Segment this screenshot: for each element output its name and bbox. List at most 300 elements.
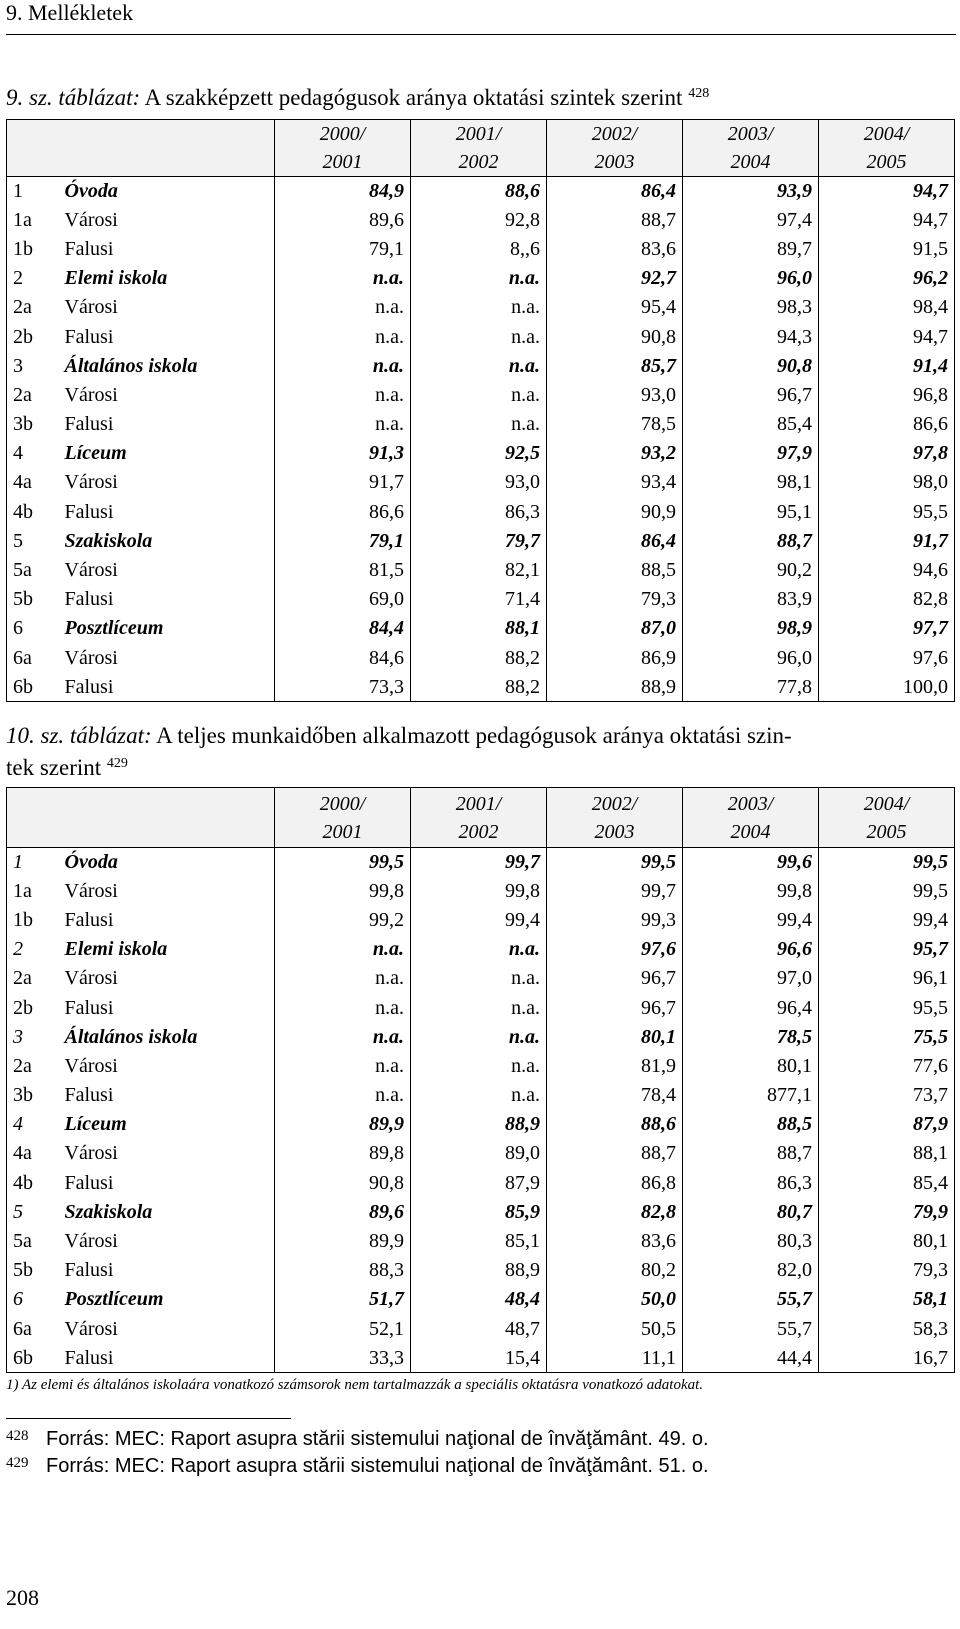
column-header <box>819 120 955 177</box>
row-label: Városi <box>59 1315 275 1344</box>
value-cell: 80,1 <box>683 1052 819 1081</box>
value-cell: 80,7 <box>683 1198 819 1227</box>
value-cell: 96,7 <box>547 993 683 1022</box>
row-label: Elemi iskola <box>59 264 275 293</box>
table1-caption-prefix: 9. sz. táblázat: <box>6 85 141 110</box>
row-code: 1a <box>7 206 59 235</box>
row-label: Szakiskola <box>59 1198 275 1227</box>
row-label: Városi <box>59 556 275 585</box>
value-cell: 94,3 <box>683 322 819 351</box>
value-cell: 88,2 <box>411 673 547 702</box>
row-label: Falusi <box>59 235 275 264</box>
value-cell: 91,7 <box>819 527 955 556</box>
table-row <box>7 264 955 293</box>
table-row <box>7 1052 955 1081</box>
page-header: 9. Mellékletek <box>6 0 956 35</box>
row-code: 3 <box>7 1023 59 1052</box>
value-cell: 50,0 <box>547 1285 683 1314</box>
value-cell: n.a. <box>275 410 411 439</box>
value-cell: n.a. <box>275 1081 411 1110</box>
value-cell: 87,0 <box>547 614 683 643</box>
column-header <box>275 788 411 848</box>
row-code: 4b <box>7 498 59 527</box>
row-code: 5a <box>7 1227 59 1256</box>
column-header-year-end: 2001 <box>322 151 363 173</box>
table1-footnote-ref: 428 <box>688 86 710 101</box>
row-label: Falusi <box>59 993 275 1022</box>
value-cell: 84,4 <box>275 614 411 643</box>
value-cell: 98,4 <box>819 293 955 322</box>
value-cell: 86,3 <box>411 498 547 527</box>
row-code: 2a <box>7 381 59 410</box>
row-label: Falusi <box>59 498 275 527</box>
header-row <box>7 788 955 848</box>
footnote-428 <box>6 1428 709 1451</box>
value-cell: n.a. <box>411 410 547 439</box>
value-cell: 88,3 <box>275 1256 411 1285</box>
header-blank-cell <box>7 788 275 848</box>
value-cell: 93,4 <box>547 468 683 497</box>
table1 <box>6 119 955 702</box>
table1-caption-text: A szakképzett pedagógusok aránya oktatási szintek szerint <box>140 85 689 110</box>
value-cell: n.a. <box>411 993 547 1022</box>
value-cell: 33,3 <box>275 1344 411 1373</box>
value-cell: 88,9 <box>547 673 683 702</box>
column-header-year-end: 2004 <box>730 151 771 173</box>
column-header <box>547 120 683 177</box>
value-cell: n.a. <box>411 935 547 964</box>
column-header-year-start: 2000/ <box>319 123 366 145</box>
column-header-year-end: 2003 <box>594 820 635 843</box>
value-cell: 89,6 <box>275 1198 411 1227</box>
row-label: Líceum <box>59 439 275 468</box>
value-cell: n.a. <box>411 293 547 322</box>
table2-caption <box>6 720 954 784</box>
row-label: Általános iskola <box>59 352 275 381</box>
value-cell: 98,3 <box>683 293 819 322</box>
row-label: Városi <box>59 964 275 993</box>
value-cell: 86,3 <box>683 1169 819 1198</box>
value-cell: 86,4 <box>547 177 683 206</box>
column-header-year-end: 2003 <box>594 151 635 173</box>
column-header-year-end: 2001 <box>322 820 363 843</box>
row-code: 5 <box>7 527 59 556</box>
value-cell: 90,2 <box>683 556 819 585</box>
row-code: 1b <box>7 906 59 935</box>
value-cell: 96,1 <box>819 964 955 993</box>
value-cell: 99,5 <box>275 848 411 877</box>
value-cell: 82,0 <box>683 1256 819 1285</box>
table-note: 1) Az elemi és általános iskolaára vonatkozó számsorok nem tartalmazzák a speciális oktatásra vonatkozó adatokat. <box>6 1377 704 1393</box>
table-row <box>7 1023 955 1052</box>
column-header-year-start: 2002/ <box>591 123 638 145</box>
value-cell: 86,6 <box>819 410 955 439</box>
row-label: Falusi <box>59 322 275 351</box>
table-row <box>7 673 955 702</box>
value-cell: 86,8 <box>547 1169 683 1198</box>
value-cell: 79,1 <box>275 527 411 556</box>
row-code: 4b <box>7 1169 59 1198</box>
row-code: 1 <box>7 177 59 206</box>
value-cell: 94,7 <box>819 322 955 351</box>
value-cell: 79,3 <box>819 1256 955 1285</box>
value-cell: 44,4 <box>683 1344 819 1373</box>
row-label: Falusi <box>59 1256 275 1285</box>
row-code: 2 <box>7 264 59 293</box>
row-code: 6b <box>7 1344 59 1373</box>
value-cell: 91,5 <box>819 235 955 264</box>
value-cell: 88,7 <box>683 527 819 556</box>
value-cell: 69,0 <box>275 585 411 614</box>
value-cell: 85,4 <box>819 1169 955 1198</box>
table-row <box>7 1315 955 1344</box>
value-cell: 99,2 <box>275 906 411 935</box>
table2-caption-text: A teljes munkaidőben alkalmazott pedagógusok aránya oktatási szin- <box>151 723 792 748</box>
column-header <box>275 120 411 177</box>
page-number: 208 <box>6 1585 39 1610</box>
table-row <box>7 1344 955 1373</box>
value-cell: 97,6 <box>547 935 683 964</box>
value-cell: 99,3 <box>547 906 683 935</box>
value-cell: 88,9 <box>411 1256 547 1285</box>
table-row <box>7 644 955 673</box>
column-header-year-start: 2001/ <box>455 792 502 815</box>
footnote-429 <box>6 1455 709 1478</box>
row-code: 6 <box>7 614 59 643</box>
value-cell: 93,2 <box>547 439 683 468</box>
table-row <box>7 293 955 322</box>
value-cell: 89,9 <box>275 1110 411 1139</box>
value-cell: n.a. <box>411 352 547 381</box>
value-cell: 96,7 <box>547 964 683 993</box>
value-cell: 85,7 <box>547 352 683 381</box>
value-cell: n.a. <box>411 264 547 293</box>
value-cell: n.a. <box>411 964 547 993</box>
value-cell: 48,4 <box>411 1285 547 1314</box>
row-code: 2 <box>7 935 59 964</box>
table-row <box>7 177 955 206</box>
row-code: 4a <box>7 468 59 497</box>
value-cell: 95,5 <box>819 993 955 1022</box>
value-cell: 81,9 <box>547 1052 683 1081</box>
value-cell: n.a. <box>275 1052 411 1081</box>
row-code: 1 <box>7 848 59 877</box>
row-label: Városi <box>59 1139 275 1168</box>
value-cell: 98,0 <box>819 468 955 497</box>
row-label: Általános iskola <box>59 1023 275 1052</box>
column-header-year-start: 2004/ <box>863 123 910 145</box>
table-row <box>7 322 955 351</box>
value-cell: 73,7 <box>819 1081 955 1110</box>
column-header-year-start: 2001/ <box>455 123 502 145</box>
row-code: 5a <box>7 556 59 585</box>
value-cell: 98,9 <box>683 614 819 643</box>
value-cell: 96,0 <box>683 644 819 673</box>
row-label: Falusi <box>59 1081 275 1110</box>
value-cell: 89,8 <box>275 1139 411 1168</box>
row-code: 6a <box>7 644 59 673</box>
value-cell: 97,0 <box>683 964 819 993</box>
value-cell: 90,9 <box>547 498 683 527</box>
value-cell: 82,1 <box>411 556 547 585</box>
table-row <box>7 439 955 468</box>
value-cell: 51,7 <box>275 1285 411 1314</box>
value-cell: 11,1 <box>547 1344 683 1373</box>
row-label: Városi <box>59 381 275 410</box>
table-row <box>7 877 955 906</box>
row-label: Városi <box>59 644 275 673</box>
value-cell: 95,4 <box>547 293 683 322</box>
table-row <box>7 964 955 993</box>
value-cell: 89,6 <box>275 206 411 235</box>
row-code: 5 <box>7 1198 59 1227</box>
value-cell: 99,4 <box>683 906 819 935</box>
value-cell: 79,9 <box>819 1198 955 1227</box>
table-row <box>7 848 955 877</box>
value-cell: 94,7 <box>819 206 955 235</box>
table-row <box>7 1285 955 1314</box>
value-cell: 99,5 <box>547 848 683 877</box>
table-row <box>7 410 955 439</box>
value-cell: 78,4 <box>547 1081 683 1110</box>
value-cell: 82,8 <box>547 1198 683 1227</box>
table-row <box>7 498 955 527</box>
value-cell: 93,9 <box>683 177 819 206</box>
row-code: 6b <box>7 673 59 702</box>
footnote-number: 428 <box>6 1428 29 1444</box>
table-row <box>7 935 955 964</box>
value-cell: 86,4 <box>547 527 683 556</box>
row-code: 4 <box>7 439 59 468</box>
value-cell: 99,7 <box>411 848 547 877</box>
value-cell: 97,6 <box>819 644 955 673</box>
table-row <box>7 352 955 381</box>
row-label: Városi <box>59 1052 275 1081</box>
footnote-text: Forrás: MEC: Raport asupra stării sistemului naţional de învăţământ. 51. o. <box>46 1455 709 1477</box>
table-row <box>7 1227 955 1256</box>
table-row <box>7 381 955 410</box>
value-cell: 99,4 <box>819 906 955 935</box>
row-label: Falusi <box>59 906 275 935</box>
row-code: 6a <box>7 1315 59 1344</box>
table-row <box>7 1110 955 1139</box>
value-cell: 99,6 <box>683 848 819 877</box>
value-cell: 96,8 <box>819 381 955 410</box>
value-cell: 8,,6 <box>411 235 547 264</box>
value-cell: 88,7 <box>547 1139 683 1168</box>
value-cell: 58,1 <box>819 1285 955 1314</box>
row-label: Falusi <box>59 1344 275 1373</box>
value-cell: 80,1 <box>547 1023 683 1052</box>
column-header-year-start: 2004/ <box>863 792 910 815</box>
value-cell: 77,8 <box>683 673 819 702</box>
value-cell: n.a. <box>275 993 411 1022</box>
value-cell: 83,6 <box>547 235 683 264</box>
value-cell: 79,3 <box>547 585 683 614</box>
value-cell: 79,1 <box>275 235 411 264</box>
row-label: Szakiskola <box>59 527 275 556</box>
row-label: Falusi <box>59 585 275 614</box>
value-cell: 80,3 <box>683 1227 819 1256</box>
column-header <box>683 120 819 177</box>
value-cell: 84,9 <box>275 177 411 206</box>
row-code: 3b <box>7 1081 59 1110</box>
value-cell: n.a. <box>275 352 411 381</box>
value-cell: n.a. <box>275 935 411 964</box>
footnote-text: Forrás: MEC: Raport asupra stării sistemului naţional de învăţământ. 49. o. <box>46 1428 709 1450</box>
value-cell: 97,9 <box>683 439 819 468</box>
value-cell: 88,5 <box>683 1110 819 1139</box>
value-cell: 15,4 <box>411 1344 547 1373</box>
value-cell: 78,5 <box>547 410 683 439</box>
value-cell: n.a. <box>275 322 411 351</box>
value-cell: n.a. <box>275 293 411 322</box>
value-cell: n.a. <box>275 964 411 993</box>
value-cell: n.a. <box>411 1052 547 1081</box>
table2-caption-line2: tek szerint <box>6 755 107 780</box>
header-blank-cell <box>7 120 275 177</box>
value-cell: 99,5 <box>819 848 955 877</box>
value-cell: 97,8 <box>819 439 955 468</box>
table-row <box>7 556 955 585</box>
table1-caption <box>6 82 709 114</box>
value-cell: 96,0 <box>683 264 819 293</box>
table2-caption-prefix: 10. sz. táblázat: <box>6 723 152 748</box>
value-cell: 88,9 <box>411 1110 547 1139</box>
row-label: Falusi <box>59 410 275 439</box>
value-cell: 88,6 <box>547 1110 683 1139</box>
row-label: Városi <box>59 877 275 906</box>
value-cell: 58,3 <box>819 1315 955 1344</box>
table-row <box>7 1081 955 1110</box>
row-code: 2a <box>7 964 59 993</box>
row-label: Posztlíceum <box>59 614 275 643</box>
value-cell: 83,9 <box>683 585 819 614</box>
value-cell: 85,4 <box>683 410 819 439</box>
row-code: 3b <box>7 410 59 439</box>
value-cell: 97,4 <box>683 206 819 235</box>
header-row <box>7 120 955 177</box>
table-row <box>7 527 955 556</box>
value-cell: 81,5 <box>275 556 411 585</box>
table-row <box>7 206 955 235</box>
value-cell: n.a. <box>275 381 411 410</box>
column-header <box>683 788 819 848</box>
value-cell: 97,7 <box>819 614 955 643</box>
value-cell: 79,7 <box>411 527 547 556</box>
row-code: 1b <box>7 235 59 264</box>
value-cell: 92,8 <box>411 206 547 235</box>
footnote-divider <box>6 1418 291 1419</box>
value-cell: 55,7 <box>683 1285 819 1314</box>
value-cell: 16,7 <box>819 1344 955 1373</box>
row-code: 2b <box>7 993 59 1022</box>
value-cell: 99,7 <box>547 877 683 906</box>
row-code: 2a <box>7 1052 59 1081</box>
value-cell: 93,0 <box>547 381 683 410</box>
footnote-number: 429 <box>6 1455 29 1471</box>
value-cell: 73,3 <box>275 673 411 702</box>
row-code: 3 <box>7 352 59 381</box>
row-label: Líceum <box>59 1110 275 1139</box>
row-code: 1a <box>7 877 59 906</box>
row-label: Városi <box>59 293 275 322</box>
value-cell: 96,6 <box>683 935 819 964</box>
value-cell: 93,0 <box>411 468 547 497</box>
value-cell: n.a. <box>275 1023 411 1052</box>
value-cell: 100,0 <box>819 673 955 702</box>
value-cell: 92,5 <box>411 439 547 468</box>
value-cell: 85,9 <box>411 1198 547 1227</box>
value-cell: 98,1 <box>683 468 819 497</box>
column-header-year-end: 2005 <box>866 151 907 173</box>
row-label: Városi <box>59 1227 275 1256</box>
column-header <box>819 788 955 848</box>
value-cell: 95,5 <box>819 498 955 527</box>
value-cell: 82,8 <box>819 585 955 614</box>
value-cell: 96,2 <box>819 264 955 293</box>
value-cell: 99,8 <box>411 877 547 906</box>
column-header <box>411 120 547 177</box>
row-code: 2b <box>7 322 59 351</box>
value-cell: n.a. <box>411 1081 547 1110</box>
value-cell: n.a. <box>411 381 547 410</box>
value-cell: 84,6 <box>275 644 411 673</box>
table-row <box>7 614 955 643</box>
row-label: Posztlíceum <box>59 1285 275 1314</box>
value-cell: 88,5 <box>547 556 683 585</box>
value-cell: 99,4 <box>411 906 547 935</box>
value-cell: 90,8 <box>547 322 683 351</box>
value-cell: 94,6 <box>819 556 955 585</box>
value-cell: 90,8 <box>683 352 819 381</box>
table-row <box>7 993 955 1022</box>
value-cell: 83,6 <box>547 1227 683 1256</box>
table-row <box>7 1169 955 1198</box>
row-code: 5b <box>7 1256 59 1285</box>
value-cell: 90,8 <box>275 1169 411 1198</box>
column-header-year-start: 2000/ <box>319 792 366 815</box>
table2-footnote-ref: 429 <box>106 756 128 771</box>
column-header <box>411 788 547 848</box>
value-cell: 52,1 <box>275 1315 411 1344</box>
row-label: Elemi iskola <box>59 935 275 964</box>
value-cell: 95,7 <box>819 935 955 964</box>
value-cell: 88,2 <box>411 644 547 673</box>
table-row <box>7 1139 955 1168</box>
value-cell: 877,1 <box>683 1081 819 1110</box>
value-cell: 95,1 <box>683 498 819 527</box>
column-header-year-start: 2002/ <box>591 792 638 815</box>
value-cell: 92,7 <box>547 264 683 293</box>
value-cell: 96,7 <box>683 381 819 410</box>
table-row <box>7 585 955 614</box>
column-header-year-start: 2003/ <box>727 123 774 145</box>
value-cell: 99,5 <box>819 877 955 906</box>
value-cell: 88,1 <box>819 1139 955 1168</box>
row-label: Óvoda <box>59 848 275 877</box>
value-cell: 80,2 <box>547 1256 683 1285</box>
value-cell: 55,7 <box>683 1315 819 1344</box>
value-cell: 87,9 <box>819 1110 955 1139</box>
row-label: Óvoda <box>59 177 275 206</box>
row-label: Városi <box>59 468 275 497</box>
value-cell: 87,9 <box>411 1169 547 1198</box>
row-label: Falusi <box>59 673 275 702</box>
value-cell: 88,7 <box>683 1139 819 1168</box>
column-header-year-end: 2005 <box>866 820 907 843</box>
value-cell: 88,6 <box>411 177 547 206</box>
